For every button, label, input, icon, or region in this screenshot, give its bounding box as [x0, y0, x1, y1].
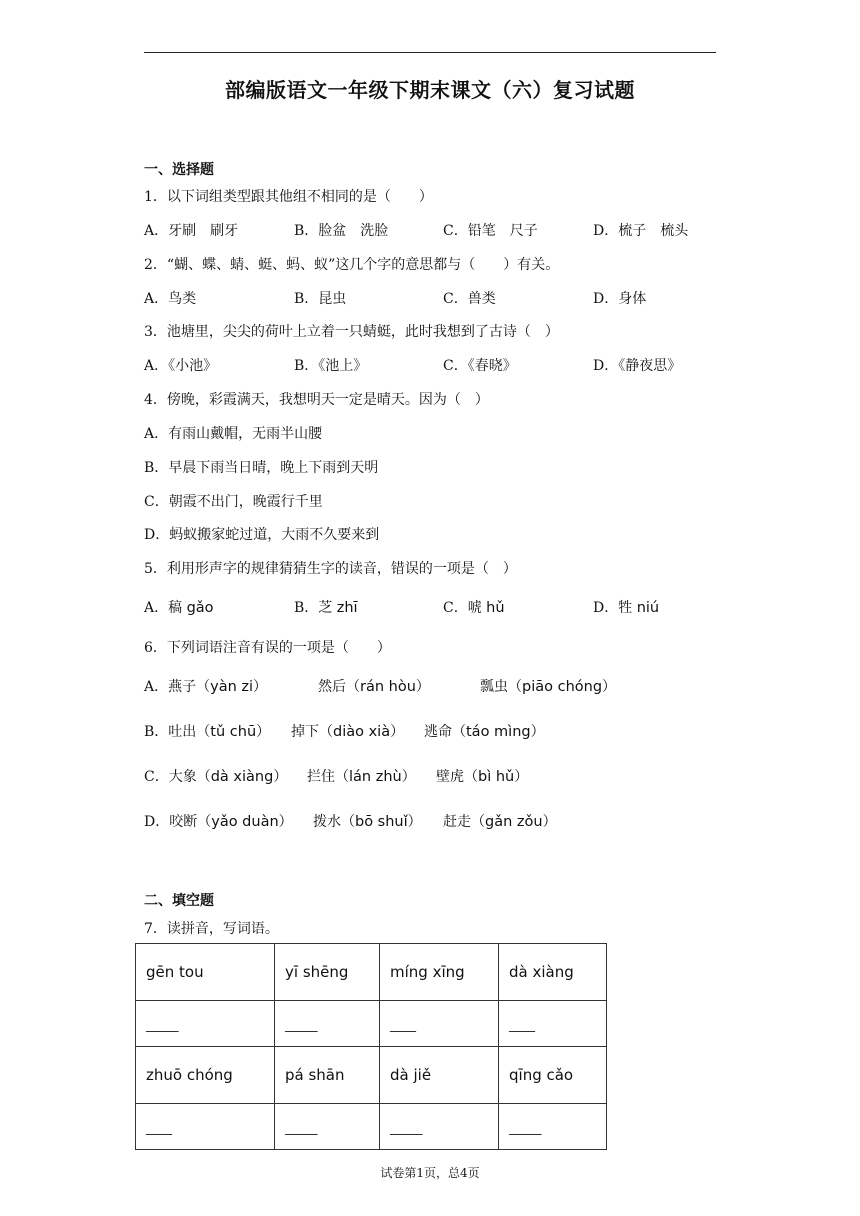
header-rule [144, 52, 716, 53]
word-1: B．吐出（tǔ chū） [144, 724, 271, 740]
pinyin-cell: qīng cǎo [499, 1047, 607, 1104]
option-a[interactable]: A．有雨山戴帽，无雨半山腰 [144, 426, 323, 442]
word-2: 拦住（lán zhù） [307, 769, 416, 785]
option-b[interactable] [294, 597, 358, 617]
option-a[interactable]: A．《小池》 [144, 358, 218, 374]
option-c[interactable] [443, 597, 505, 617]
table-row [136, 1001, 607, 1047]
question-2-stem: 2．“蝴、蝶、蜻、蜓、蚂、蚁”这几个字的意思都与（ ）有关。 [144, 257, 560, 273]
option-c[interactable]: C．朝霞不出门，晚霞行千里 [144, 494, 323, 510]
word-1: A．燕子（yàn zi） [144, 679, 268, 695]
option-char: B．芝 [294, 600, 333, 616]
word-3: 赶走（gǎn zǒu） [443, 814, 557, 830]
word-3: 壁虎（bì hǔ） [436, 769, 529, 785]
option-a[interactable] [144, 597, 214, 617]
option-d[interactable]: D．身体 [593, 291, 647, 307]
answer-cell[interactable]: _____ [380, 1104, 499, 1150]
option-pinyin: niú [636, 600, 660, 616]
word-2: 然后（rán hòu） [318, 679, 430, 695]
option-a[interactable]: A．鸟类 [144, 291, 197, 307]
option-c[interactable]: C．《春晓》 [443, 358, 517, 374]
option-char: C．唬 [443, 600, 482, 616]
answer-cell[interactable]: ____ [380, 1001, 499, 1047]
page-footer: 试卷第1页，总4页 [380, 1166, 480, 1180]
option-pinyin: zhī [336, 600, 358, 616]
option-d[interactable]: D．《静夜思》 [593, 358, 682, 374]
table-row [136, 1104, 607, 1150]
option-d[interactable]: D．梳子 梳头 [593, 223, 689, 239]
option-d[interactable]: D．蚂蚁搬家蛇过道，大雨不久要来到 [144, 527, 380, 543]
question-6-stem: 6．下列词语注音有误的一项是（ ） [144, 640, 391, 656]
pinyin-cell: gēn tou [136, 944, 275, 1001]
word-1: C．大象（dà xiàng） [144, 769, 288, 785]
pinyin-cell: míng xīng [380, 944, 499, 1001]
option-pinyin: hǔ [486, 600, 505, 616]
option-pinyin: gǎo [186, 600, 214, 616]
option-c[interactable]: C．铅笔 尺子 [443, 223, 538, 239]
pinyin-cell: dà jiě [380, 1047, 499, 1104]
word-2: 拨水（bō shuǐ） [313, 814, 422, 830]
option-b[interactable]: B．早晨下雨当日晴，晚上下雨到天明 [144, 460, 379, 476]
option-b[interactable]: B．《池上》 [294, 358, 368, 374]
answer-cell[interactable]: _____ [275, 1001, 380, 1047]
option-c[interactable]: C．兽类 [443, 291, 496, 307]
pinyin-cell: pá shān [275, 1047, 380, 1104]
option-d[interactable] [593, 597, 659, 617]
option-a[interactable]: A．牙刷 刷牙 [144, 223, 239, 239]
option-b[interactable]: B．昆虫 [294, 291, 347, 307]
word-3: 瓢虫（piāo chóng） [480, 679, 617, 695]
answer-cell[interactable]: _____ [499, 1104, 607, 1150]
table-row [136, 944, 607, 1001]
pinyin-cell: dà xiàng [499, 944, 607, 1001]
option-char: A．稿 [144, 600, 183, 616]
word-1: D．咬断（yǎo duàn） [144, 814, 293, 830]
question-4-stem: 4．傍晚，彩霞满天，我想明天一定是晴天。因为（ ） [144, 392, 489, 408]
pinyin-table [135, 943, 607, 1150]
word-2: 掉下（diào xià） [291, 724, 405, 740]
word-3: 逃命（táo mìng） [424, 724, 545, 740]
pinyin-cell: zhuō chóng [136, 1047, 275, 1104]
section-heading-fill: 二、填空题 [144, 893, 214, 909]
answer-cell[interactable]: ____ [136, 1104, 275, 1150]
question-1-stem: 1．以下词组类型跟其他组不相同的是（ ） [144, 189, 433, 205]
answer-cell[interactable]: _____ [136, 1001, 275, 1047]
question-5-stem: 5．利用形声字的规律猜猜生字的读音，错误的一项是（ ） [144, 561, 517, 577]
question-7-stem: 7．读拼音，写词语。 [144, 921, 279, 937]
question-3-stem: 3．池塘里，尖尖的荷叶上立着一只蜻蜓，此时我想到了古诗（ ） [144, 324, 559, 340]
answer-cell[interactable]: ____ [499, 1001, 607, 1047]
option-b[interactable]: B．脸盆 洗脸 [294, 223, 389, 239]
table-row [136, 1047, 607, 1104]
page-title: 部编版语文一年级下期末课文（六）复习试题 [225, 78, 635, 102]
section-heading-choice: 一、选择题 [144, 162, 214, 178]
option-char: D．牲 [593, 600, 633, 616]
pinyin-cell: yī shēng [275, 944, 380, 1001]
answer-cell[interactable]: _____ [275, 1104, 380, 1150]
